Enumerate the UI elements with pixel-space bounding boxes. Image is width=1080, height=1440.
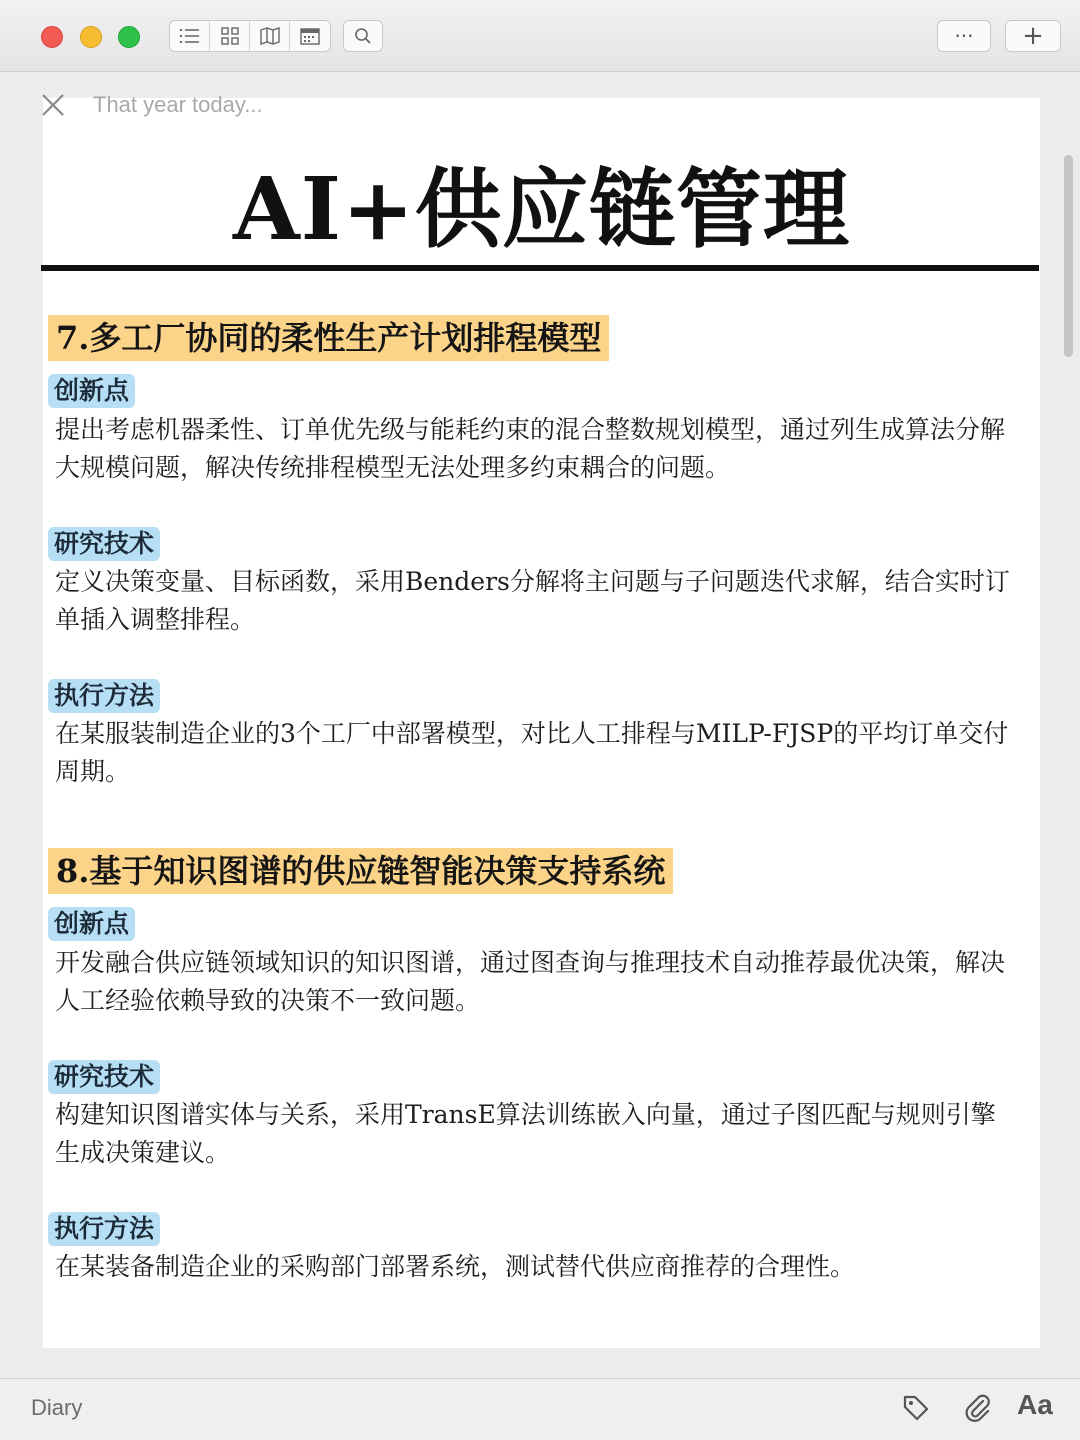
view-switcher xyxy=(169,20,331,52)
window-titlebar xyxy=(0,0,1080,72)
paperclip-icon[interactable] xyxy=(962,1392,994,1424)
more-button[interactable] xyxy=(937,20,991,52)
tag-innovation: 创新点 xyxy=(48,374,135,408)
list-view-button[interactable] xyxy=(170,21,210,51)
scrollbar[interactable] xyxy=(1064,155,1073,357)
tag-execution-method: 执行方法 xyxy=(48,1212,160,1246)
bottom-toolbar xyxy=(0,1378,1080,1440)
tag-research-technique: 研究技术 xyxy=(48,527,160,561)
calendar-icon xyxy=(300,27,320,45)
paragraph: 定义决策变量、目标函数，采用Benders分解将主问题与子问题迭代求解，结合实时订单插入调整排程。 xyxy=(55,567,1010,634)
tag-research-technique: 研究技术 xyxy=(48,1060,160,1094)
add-entry-button[interactable] xyxy=(1005,20,1061,52)
entry-title-placeholder[interactable]: That year today... xyxy=(93,92,263,117)
paragraph: 构建知识图谱实体与关系，采用TransE算法训练嵌入向量，通过子图匹配与规则引擎生成决策建议。 xyxy=(55,1100,996,1167)
tag-execution-method: 执行方法 xyxy=(48,679,160,713)
search-button[interactable] xyxy=(343,20,383,52)
grid-icon xyxy=(221,27,239,45)
paragraph: 提出考虑机器柔性、订单优先级与能耗约束的混合整数规划模型，通过列生成算法分解大规模问题，解决传统排程模型无法处理多约束耦合的问题。 xyxy=(55,415,1006,482)
plus-icon: + xyxy=(1022,21,1044,51)
page-title: AI+供应链管理 xyxy=(232,159,850,260)
map-icon xyxy=(260,27,280,45)
paragraph: 开发融合供应链领域知识的知识图谱，通过图查询与推理技术自动推荐最优决策，解决人工经验依赖导致的决策不一致问题。 xyxy=(55,948,1006,1015)
list-icon xyxy=(180,28,200,44)
grid-view-button[interactable] xyxy=(210,21,250,51)
calendar-view-button[interactable] xyxy=(290,21,330,51)
search-icon xyxy=(354,27,372,45)
section-heading: 7.多工厂协同的柔性生产计划排程模型 xyxy=(48,315,609,361)
map-view-button[interactable] xyxy=(250,21,290,51)
more-icon: ··· xyxy=(954,24,974,48)
paragraph: 在某服装制造企业的3个工厂中部署模型，对比人工排程与MILP-FJSP的平均订单交付周期。 xyxy=(55,719,1009,786)
zoom-window-button[interactable] xyxy=(118,26,140,48)
close-window-button[interactable] xyxy=(41,26,63,48)
tag-icon[interactable] xyxy=(900,1392,932,1424)
close-icon[interactable] xyxy=(40,92,66,118)
title-divider xyxy=(41,265,1039,271)
tag-innovation: 创新点 xyxy=(48,907,135,941)
section-heading: 8.基于知识图谱的供应链智能决策支持系统 xyxy=(48,848,673,894)
minimize-window-button[interactable] xyxy=(80,26,102,48)
journal-selector[interactable]: Diary xyxy=(31,1395,83,1420)
paragraph: 在某装备制造企业的采购部门部署系统，测试替代供应商推荐的合理性。 xyxy=(55,1252,856,1281)
font-settings-button[interactable]: Aa xyxy=(1017,1389,1053,1420)
